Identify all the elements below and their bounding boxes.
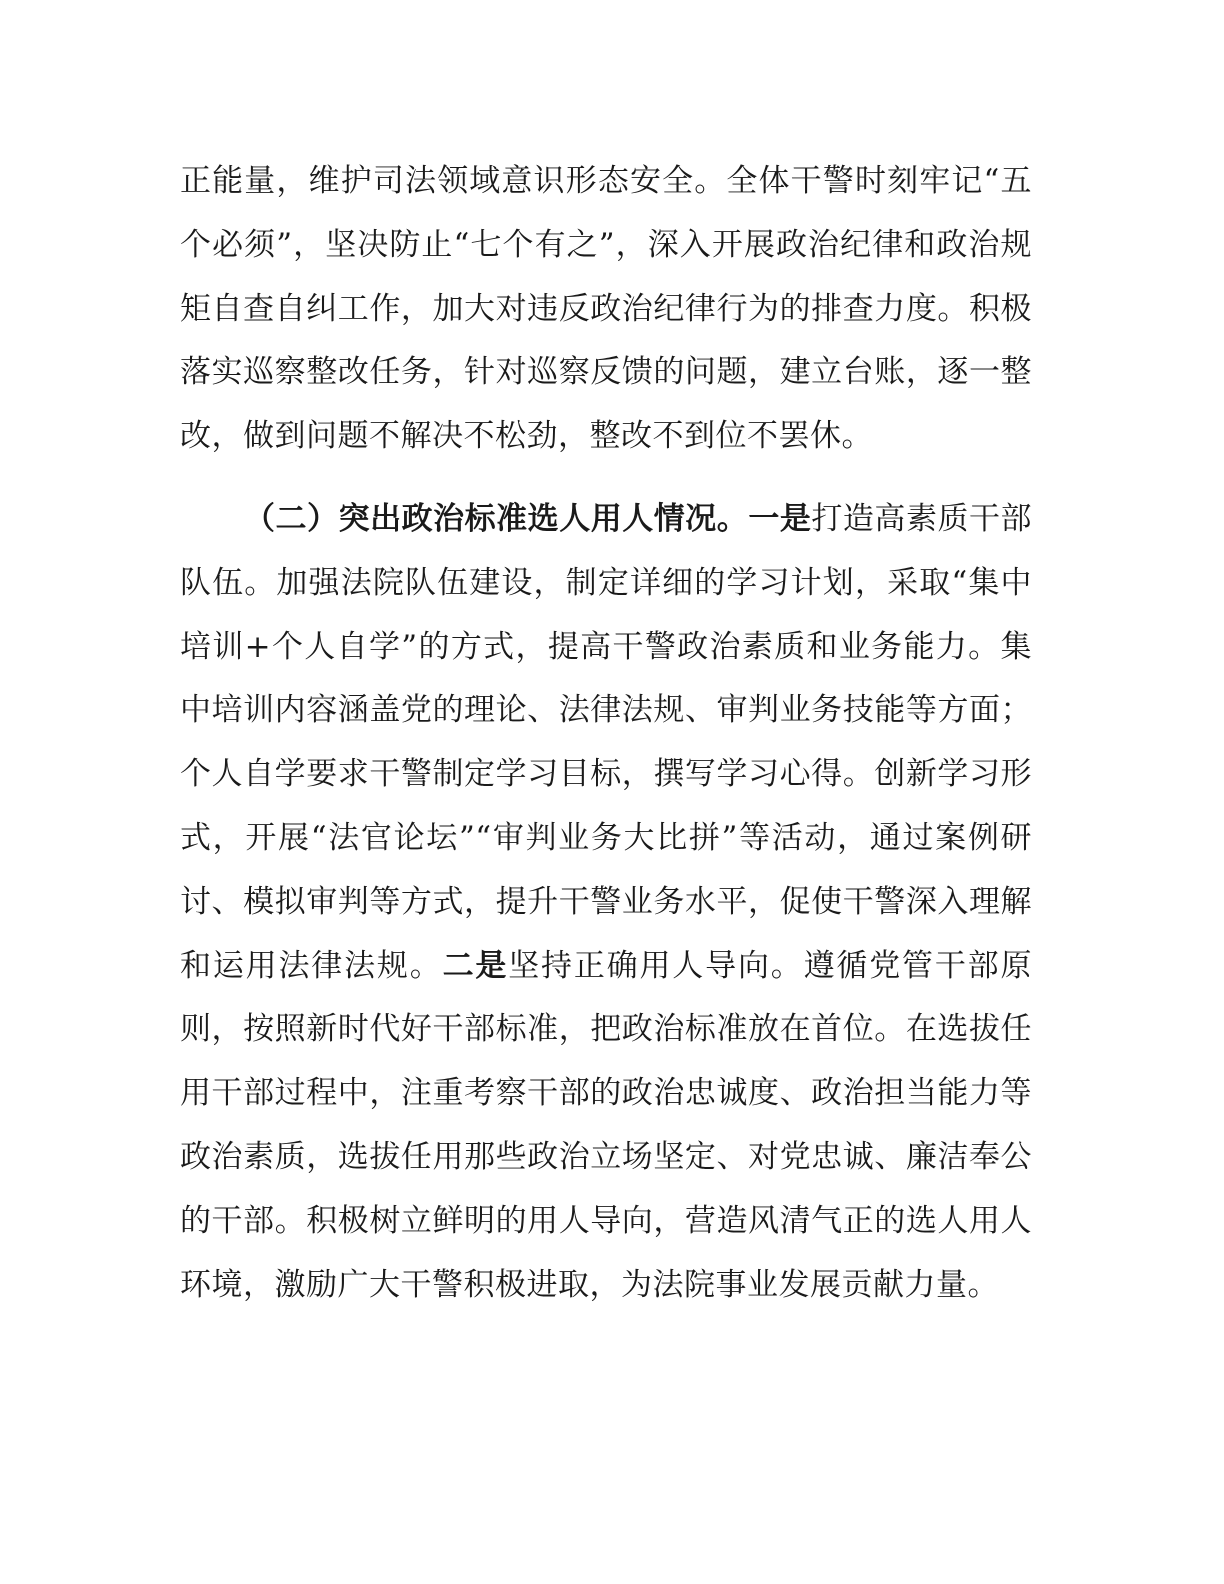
section-heading: （二）突出政治标准选人用人情况。 bbox=[244, 501, 749, 537]
point-2-label: 二是 bbox=[442, 947, 509, 984]
paragraph-section-2 bbox=[180, 488, 1032, 1317]
point-2-text: 坚持正确用人导向。遵循党管干部原则，按照新时代好干部标准，把政治标准放在首位。在选拔任用干部过程中，注重考察干部的政治忠诚度、政治担当能力等政治素质，选拔任用那些政治立场坚定、对党忠诚、廉洁奉公的干部。积极树立鲜明的用人导向，营造风清气正的选人用人环境，激励广大干警积极进取，为法院事业发展贡献力量。 bbox=[180, 947, 1033, 1303]
point-1-label: 一是 bbox=[748, 501, 812, 537]
paragraph-1-text: 正能量，维护司法领域意识形态安全。全体干警时刻牢记“五个必须”，坚决防止“七个有之”，深入开展政治纪律和政治规矩自查自纠工作，加大对违反政治纪律行为的排查力度。积极落实巡察整改任务，针对巡察反馈的问题，建立台账，逐一整改，做到问题不解决不松劲，整改不到位不罢休。 bbox=[180, 163, 1032, 455]
point-1-text: 打造高素质干部队伍。加强法院队伍建设，制定详细的学习计划，采取“集中培训+个人自学”的方式，提高干警政治素质和业务能力。集中培训内容涵盖党的理论、法律法规、审判业务技能等方面；个人自学要求干警制定学习目标，撰写学习心得。创新学习形式，开展“法官论坛”“审判业务大比拼”等活动，通过案例研讨、模拟审判等方式，提升干警业务水平，促使干警深入理解和运用法律法规。 bbox=[180, 501, 1033, 984]
paragraph-continued bbox=[180, 150, 1032, 469]
